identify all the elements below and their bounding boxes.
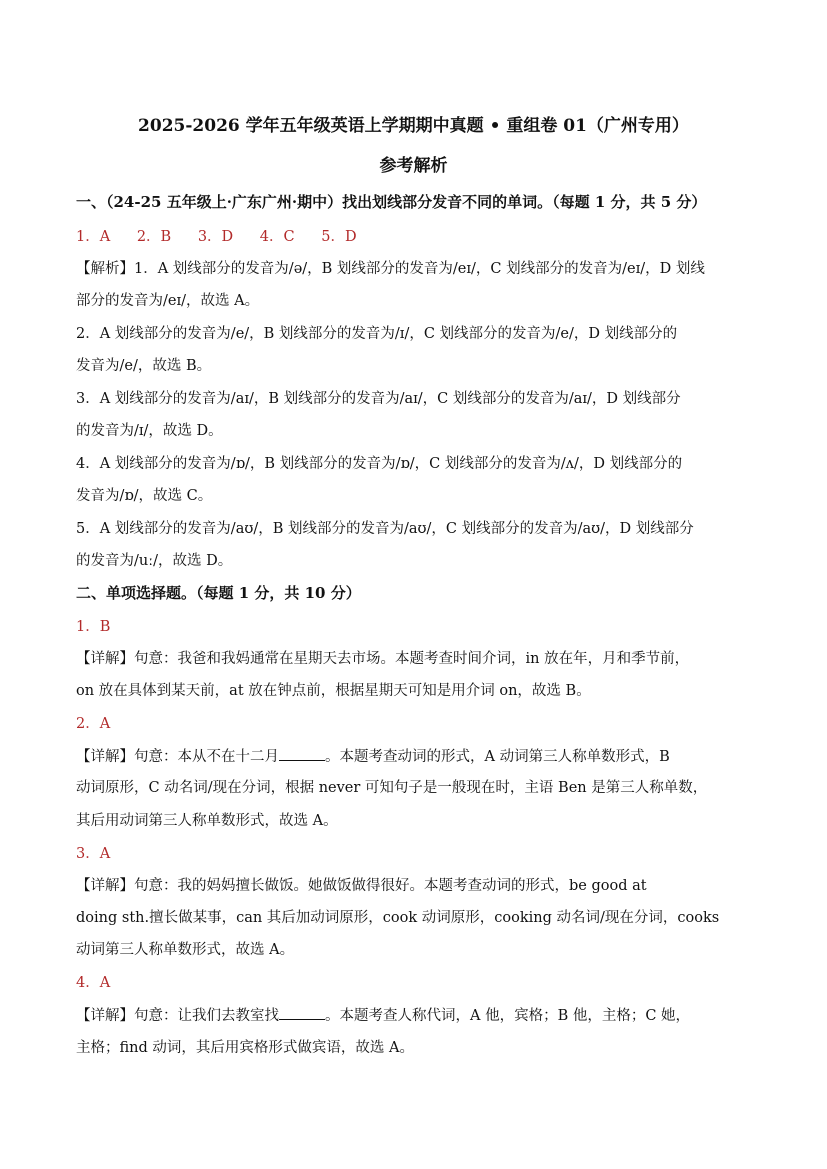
question-4-answer: 4．A [76, 975, 111, 991]
section1-line: 发音为/ɒ/，故选 C。 [76, 488, 213, 504]
section1-answers [76, 227, 756, 247]
answer-blank [279, 1005, 325, 1020]
question-4-line-1 [76, 1005, 756, 1026]
section1-line: 发音为/e/，故选 B。 [76, 358, 212, 374]
question-2-line: 其后用动词第三人称单数形式，故选 A。 [76, 813, 338, 829]
section1-line: 的发音为/ɪ/，故选 D。 [76, 423, 223, 439]
section1-line: 【解析】1．A 划线部分的发音为/ə/，B 划线部分的发音为/eɪ/，C 划线部分的发音为/eɪ/，D 划线 [76, 261, 705, 277]
section1-line: 3．A 划线部分的发音为/aɪ/，B 划线部分的发音为/aɪ/，C 划线部分的发音为/aɪ/，D 划线部分 [76, 391, 681, 407]
section1-line: 4．A 划线部分的发音为/ɒ/，B 划线部分的发音为/ɒ/，C 划线部分的发音为/ʌ/，D 划线部分的 [76, 456, 683, 472]
question-3-answer: 3．A [76, 846, 111, 862]
question-3-line: 【详解】句意：我的妈妈擅长做饭。她做饭做得很好。本题考查动词的形式，be good at [76, 878, 647, 894]
question-2-answer: 2．A [76, 716, 111, 732]
answer-4: 4．C [259, 229, 295, 245]
question-2-line-1 [76, 746, 756, 767]
section1-heading: 一、（24-25 五年级上·广东广州·期中）找出划线部分发音不同的单词。（每题 1 分，共 5 分） [76, 193, 707, 211]
answer-2: 2．B [136, 229, 172, 245]
question-1-answer: 1．B [76, 619, 111, 635]
question-2-text-post: 。本题考查动词的形式，A 动词第三人称单数形式，B [325, 749, 670, 765]
question-4-text-post: 。本题考查人称代词，A 他，宾格；B 他，主格；C 她， [325, 1008, 691, 1024]
question-3-line: doing sth.擅长做某事，can 其后加动词原形，cook 动词原形，cooking 动名词/现在分词，cooks [76, 910, 720, 926]
question-1-line: 【详解】句意：我爸和我妈通常在星期天去市场。本题考查时间介词，in 放在年，月和季节前， [76, 651, 690, 667]
answer-1: 1．A [76, 229, 111, 245]
question-2-line: 动词原形，C 动名词/现在分词，根据 never 可知句子是一般现在时，主语 Ben 是第三人称单数， [76, 780, 708, 796]
section1-line: 部分的发音为/eɪ/，故选 A。 [76, 293, 260, 309]
question-2-text-pre: 【详解】句意：本从不在十二月 [76, 749, 279, 765]
document-subtitle: 参考解析 [379, 156, 448, 176]
section1-line: 2．A 划线部分的发音为/e/，B 划线部分的发音为/ɪ/，C 划线部分的发音为/e/，D 划线部分的 [76, 326, 678, 342]
document-title: 2025-2026 学年五年级英语上学期期中真题 • 重组卷 01（广州专用） [138, 116, 689, 136]
question-4-text-pre: 【详解】句意：让我们去教室找 [76, 1008, 279, 1024]
section1-line: 5．A 划线部分的发音为/aʊ/，B 划线部分的发音为/aʊ/，C 划线部分的发音为/aʊ/，D 划线部分 [76, 521, 694, 537]
question-3-line: 动词第三人称单数形式，故选 A。 [76, 942, 295, 958]
answer-blank [279, 746, 325, 761]
answer-3: 3．D [197, 229, 234, 245]
section2-heading: 二、单项选择题。（每题 1 分，共 10 分） [76, 584, 361, 602]
question-4-line: 主格；find 动词，其后用宾格形式做宾语，故选 A。 [76, 1040, 414, 1056]
answer-5: 5．D [321, 229, 357, 245]
section1-line: 的发音为/uː/，故选 D。 [76, 553, 233, 569]
question-1-line: on 放在具体到某天前，at 放在钟点前，根据星期天可知是用介词 on，故选 B。 [76, 683, 591, 699]
